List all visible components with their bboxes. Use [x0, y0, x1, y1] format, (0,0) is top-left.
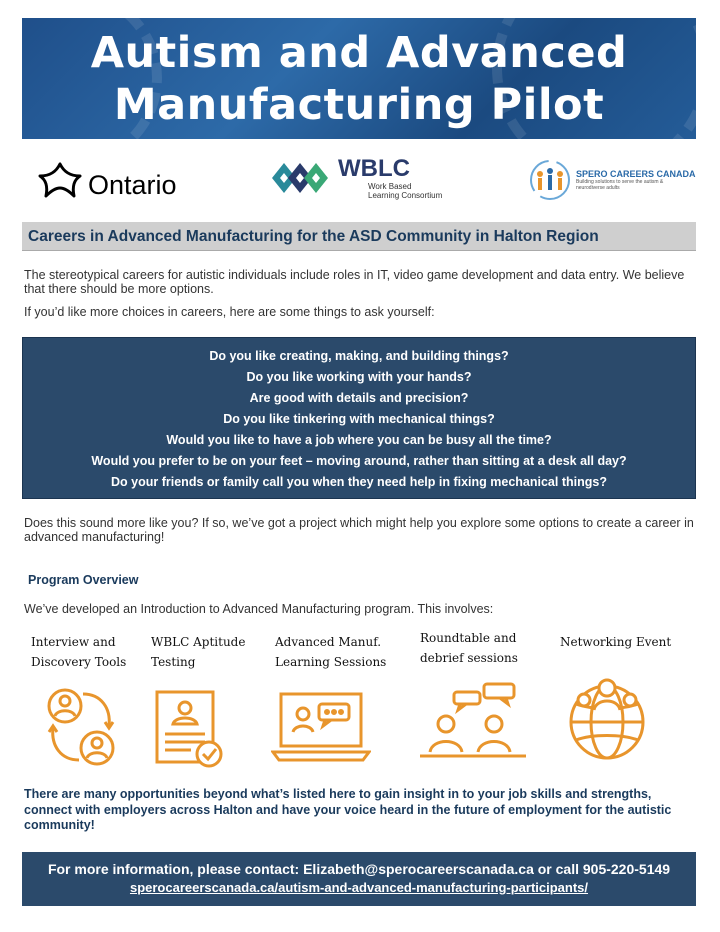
program-intro: We’ve developed an Introduction to Advanced Manufacturing program. This involves: — [24, 602, 494, 616]
intro-paragraph: The stereotypical careers for autistic individuals include roles in IT, video game development and data entry. We believe that there should be more options. — [24, 268, 685, 296]
contact-box — [22, 852, 696, 906]
question-item: Would you prefer to be on your feet – moving around, rather than sitting at a desk all day? — [91, 454, 627, 468]
question-item: Do you like creating, making, and building things? — [209, 349, 509, 363]
step-networking — [560, 632, 690, 652]
step-label-line2: debrief sessions — [420, 651, 518, 665]
spero-tagline: Building solutions to serve the autism & neurodiverse adults — [576, 179, 664, 191]
contact-info: For more information, please contact: Elizabeth@sperocareerscanada.ca or call 905-220-5149 — [47, 861, 671, 877]
questions-box — [22, 337, 696, 499]
step-label-line1: Roundtable and — [420, 631, 517, 645]
wblc-tagline-1: Work Based — [368, 182, 412, 191]
question-item: Do your friends or family call you when they need help in fixing mechanical things? — [111, 475, 607, 489]
banner-title-line1: Autism and Advanced — [90, 27, 628, 78]
wblc-name: WBLC — [338, 155, 410, 182]
banner-title-line2: Manufacturing Pilot — [113, 79, 605, 130]
interview-cycle-icon — [41, 682, 121, 772]
ontario-logo — [36, 158, 177, 201]
closing-paragraph: There are many opportunities beyond what’s listed here to gain insight in to your job skills and strengths, connect with employers across Halton and have your voice heard in the future of employment for the autistic community! — [24, 787, 672, 832]
spero-people-icon — [528, 158, 572, 202]
question-item: Would you like to have a job where you can be busy all the time? — [166, 433, 552, 447]
partner-logos — [22, 148, 696, 214]
wblc-logo — [268, 156, 442, 200]
program-overview-title: Program Overview — [28, 573, 139, 587]
step-label-line1: Advanced Manuf. — [275, 635, 382, 649]
step-roundtable — [420, 632, 550, 672]
question-item: Do you like tinkering with mechanical things? — [223, 412, 495, 426]
step-label-line1: Interview and — [31, 635, 116, 649]
step-label-line2: Learning Sessions — [275, 655, 387, 669]
intro-prompt: If you’d like more choices in careers, here are some things to ask yourself: — [24, 305, 435, 319]
global-network-icon — [562, 670, 652, 766]
banner-title — [91, 27, 628, 131]
trillium-icon — [36, 160, 84, 200]
spero-name: SPERO CAREERS CANADA — [576, 169, 696, 179]
question-item: Are good with details and precision? — [249, 391, 469, 405]
roundtable-icon — [418, 682, 528, 762]
project-paragraph: Does this sound more like you? If so, we’ve got a project which might help you explore some options to create a career in advanced manufacturing! — [24, 516, 694, 544]
step-interview — [31, 632, 161, 672]
step-learning-sessions — [275, 632, 405, 672]
laptop-chat-icon — [271, 688, 371, 768]
contact-link[interactable]: sperocareerscanada.ca/autism-and-advanced-manufacturing-participants/ — [129, 880, 589, 895]
section-title: Careers in Advanced Manufacturing for the ASD Community in Halton Region — [22, 222, 696, 251]
wblc-tagline-2: Learning Consortium — [368, 191, 443, 200]
question-item: Do you like working with your hands? — [246, 370, 472, 384]
program-steps — [22, 632, 696, 778]
step-label-line2: Discovery Tools — [31, 655, 127, 669]
resume-check-icon — [151, 684, 231, 774]
ontario-name: Ontario — [88, 170, 177, 200]
step-label-line1: WBLC Aptitude — [151, 635, 246, 649]
step-label-line1: Networking Event — [560, 635, 672, 649]
header-banner — [22, 18, 696, 139]
step-label-line2: Testing — [151, 655, 196, 669]
spero-logo — [528, 158, 696, 202]
wblc-knot-icon — [268, 157, 332, 199]
step-aptitude — [151, 632, 281, 672]
